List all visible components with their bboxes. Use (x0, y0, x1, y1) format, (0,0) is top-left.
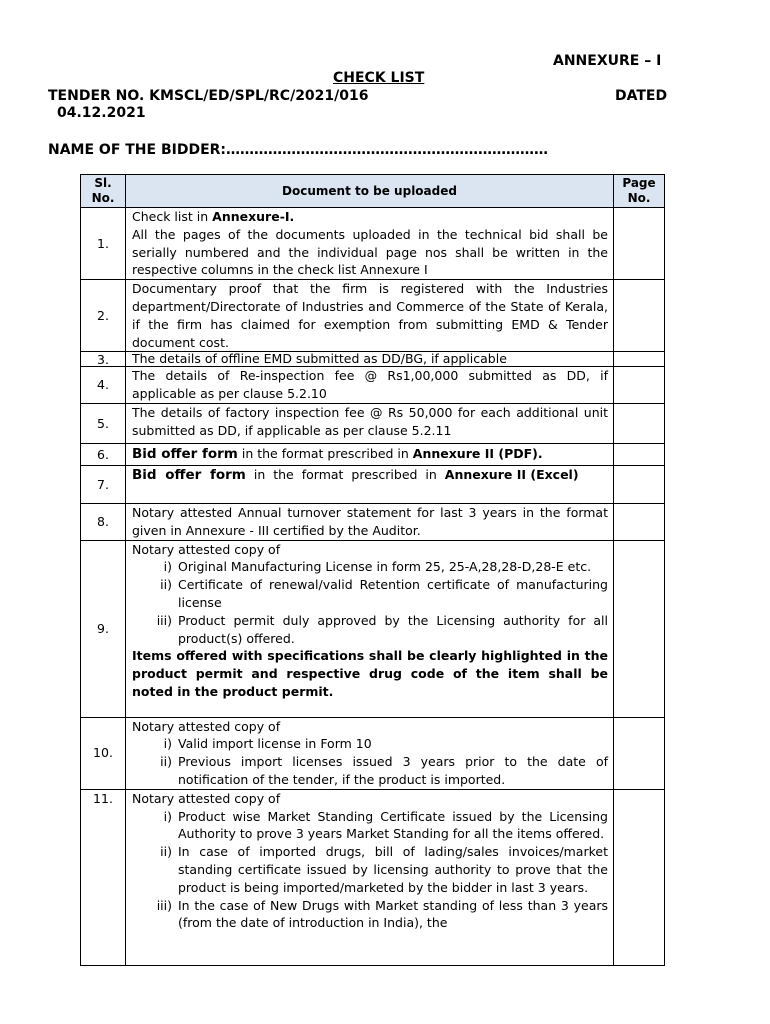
row-number: 6. (81, 443, 126, 465)
row-bold-text: Bid offer form (132, 466, 246, 483)
row-number: 7. (81, 465, 126, 503)
row-text: Notary attested Annual turnover statement for last 3 years in the format given in Annexure - III certified by the Auditor. (126, 503, 614, 540)
table-row (81, 540, 665, 717)
list-text: Certificate of renewal/valid Retention certificate of manufacturing license (178, 577, 608, 610)
tender-number: TENDER NO. KMSCL/ED/SPL/RC/2021/016 (48, 88, 369, 104)
row-text: The details of offline EMD submitted as DD/BG, if applicable (126, 352, 614, 367)
list-marker: i) (163, 808, 172, 824)
list-item (132, 897, 608, 933)
row-text: in the format prescribed in (245, 466, 445, 482)
row-number: 3. (81, 352, 126, 367)
row-text: The details of factory inspection fee @ Rs 50,000 for each additional unit submitted as DD, if applicable as per clause 5.2.11 (132, 404, 608, 438)
row-intro: Notary attested copy of (132, 790, 281, 806)
row-text: All the pages of the documents uploaded in the technical bid shall be serially numbered and the individual page nos shall be written in the respective columns in the check list Annexure I (132, 226, 608, 278)
page-no-cell[interactable] (614, 465, 665, 503)
list-marker: i) (163, 559, 172, 575)
row-number: 8. (81, 503, 126, 540)
row-document (126, 717, 614, 789)
page-no-cell[interactable] (614, 208, 665, 280)
list-item (132, 808, 608, 844)
page-title: CHECK LIST (333, 70, 425, 86)
table-row (81, 367, 665, 404)
row-bold-text: Annexure II (Excel) (444, 466, 579, 482)
col-header-page: Page No. (614, 175, 665, 208)
row-text: The details of Re-inspection fee @ Rs1,00,000 submitted as DD, if applicable as per clause 5.2.10 (126, 367, 614, 404)
list-marker: i) (163, 736, 172, 752)
row-number: 10. (81, 717, 126, 789)
page-no-cell[interactable] (614, 403, 665, 443)
row-content (132, 790, 608, 964)
page-no-cell[interactable] (614, 789, 665, 965)
row-intro: Notary attested copy of (132, 718, 281, 734)
table-row (81, 503, 665, 540)
list-text: Product permit duly approved by the Licensing authority for all product(s) offered. (178, 612, 608, 646)
row-document (126, 540, 614, 717)
list-text: In the case of New Drugs with Market standing of less than 3 years (from the date of introduction in India), the (178, 897, 608, 931)
row-number: 2. (81, 280, 126, 352)
row-text: Documentary proof that the firm is registered with the Industries department/Directorate of Industries and Commerce of the State of Kerala, if the firm has claimed for exemption from submitting EMD & Tender document cost. (126, 280, 614, 352)
table-header-row (81, 175, 665, 208)
table-row (81, 403, 665, 443)
checklist-table (80, 174, 665, 966)
row-bold-text: Annexure-I. (212, 209, 295, 224)
table-row (81, 789, 665, 965)
list-item (132, 612, 608, 648)
page-no-cell[interactable] (614, 352, 665, 367)
row-note: Items offered with specifications shall be clearly highlighted in the product permit and respective drug code of the item shall be noted in the product permit. (132, 648, 608, 699)
table-row (81, 352, 665, 367)
row-bold-text: Annexure II (PDF). (412, 445, 543, 461)
page-no-cell[interactable] (614, 503, 665, 540)
table-row (81, 465, 665, 503)
row-bold-text: Bid offer form (132, 445, 238, 462)
list-item (132, 558, 608, 576)
table-row (81, 208, 665, 280)
list-marker: iii) (156, 612, 172, 628)
table-row (81, 280, 665, 352)
list-text: Product wise Market Standing Certificate issued by the Licensing Authority to prove 3 years Market Standing for all the items offered. (178, 808, 608, 842)
page-no-cell[interactable] (614, 367, 665, 404)
row-number: 5. (81, 403, 126, 443)
list-marker: iii) (156, 897, 172, 913)
row-text: in the format prescribed in (237, 445, 413, 461)
page-no-cell[interactable] (614, 540, 665, 717)
page-no-cell[interactable] (614, 280, 665, 352)
list-item (132, 735, 608, 753)
row-number: 11. (81, 789, 126, 965)
row-number: 1. (81, 208, 126, 280)
row-document (126, 465, 614, 503)
list-item (132, 576, 608, 612)
list-text: Valid import license in Form 10 (178, 736, 372, 752)
list-item (132, 753, 608, 789)
bidder-name-line: NAME OF THE BIDDER:…………………………………………………………… (48, 142, 549, 158)
page-no-cell[interactable] (614, 443, 665, 465)
list-marker: ii) (160, 577, 172, 593)
list-marker: ii) (160, 754, 172, 770)
page-no-cell[interactable] (614, 717, 665, 789)
table-row (81, 443, 665, 465)
annexure-label: ANNEXURE – I (553, 53, 662, 69)
list-item (132, 843, 608, 896)
list-marker: ii) (160, 844, 172, 860)
list-text: Original Manufacturing License in form 25, 25-A,28,28-D,28-E etc. (178, 559, 592, 575)
dated-label: DATED (615, 88, 668, 104)
row-document (126, 403, 614, 443)
table-row (81, 717, 665, 789)
row-number: 4. (81, 367, 126, 404)
row-number: 9. (81, 540, 126, 717)
list-text: In case of imported drugs, bill of lading/sales invoices/market standing certificate issued by licensing authority to prove that the product is being imported/marketed by the bidder in last 3 years. (178, 844, 608, 895)
row-document (126, 443, 614, 465)
list-text: Previous import licenses issued 3 years prior to the date of notification of the tender, if the product is imported. (178, 754, 608, 787)
row-text: Check list in (132, 209, 213, 224)
col-header-document: Document to be uploaded (126, 175, 614, 208)
row-document (126, 789, 614, 965)
row-document (126, 208, 614, 280)
col-header-sl: Sl. No. (81, 175, 126, 208)
row-intro: Notary attested copy of (132, 541, 281, 557)
tender-date: 04.12.2021 (57, 105, 146, 121)
